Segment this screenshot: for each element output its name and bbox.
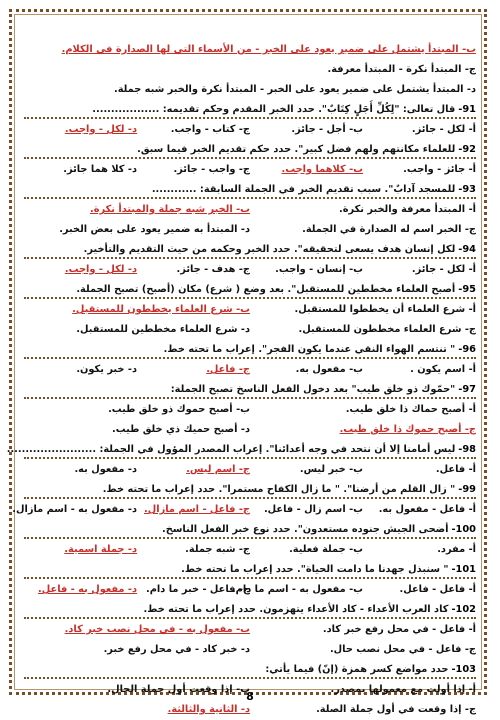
question-number: 100- [451,524,476,535]
answer-option: د- كلا هما جائز. [63,164,137,175]
question-text: قال تعالى: "لِكُلِّ أَجَلٍ كِتَابٌ". حدد الخبر المقدم وحكم تقديمه: .................. [92,104,456,115]
answer-option: ب- خبر ليس. [299,464,363,475]
answer-option: ب- مفعول به. [295,364,363,375]
answer-options-row [24,580,476,600]
answer-option: ج- واجب - جائز. [173,164,250,175]
answer-option: أ- شرع العلماء أن يخططوا للمستقبل. [294,304,476,315]
question-line [24,280,476,300]
question-number: 96- [458,344,476,355]
question-number: 103- [451,664,476,675]
question-number: 99- [458,484,476,495]
question-line [6,440,476,460]
question-number: 95- [458,284,476,295]
answer-option: ج- إذا وقعت في أول جملة الصلة. [316,704,476,715]
answer-options-row [24,700,476,720]
answer-options-row [24,300,476,320]
answer-option: أ- المبتدأ معرفة والخبر نكرة. [339,204,476,215]
answer-option: أ- فاعل - مفعول به. [378,504,476,515]
answer-option: أ- فاعل - في محل رفع خبر كاد. [322,624,476,635]
question-number: 94- [458,244,476,255]
question-number: 97- [458,384,476,395]
question-text: للعلماء مكانتهم ولهم فضل كبير". حدد حكم تقديم الخبر فيما سبق. [137,144,456,155]
answer-option: أ- مفرد. [437,544,476,555]
question-number: 92- [458,144,476,155]
answer-options-row [24,200,476,220]
answer-option: د- خبر كاد - في محل رفع خبر. [103,644,250,655]
answer-option: ج- أصبح حموك ذا خلق طيب. [339,424,476,435]
answer-option: ب- إذا وقعت أول جملة الحال. [107,684,250,695]
answer-option: ج- شرع العلماء مخططون للمستقبل. [298,324,476,335]
question-line [24,100,476,120]
answer-option: أ- إذا أولت مع معمولها بمصدر. [330,684,476,695]
answer-options-row [24,540,476,560]
answer-option: د- جملة اسمية. [64,544,137,555]
answer-options-row [24,460,476,480]
answer-option: ب- جملة فعلية. [289,544,363,555]
answer-line: ب- المبتدأ يشتمل على ضمير يعود على الخبر - من الأسماء التي لها الصدارة في الكلام. [61,44,476,55]
answer-option: أ- فاعل - فاعل. [399,584,476,595]
answer-options-row [24,160,476,180]
question-line [24,600,476,620]
question-number: 91- [458,104,476,115]
answer-option: ب- كلاهما واجب. [281,164,363,175]
answer-line: د- المبتدأ يشتمل على ضمير يعود على الخبر - المبتدأ نكرة والخبر شبه جملة. [113,84,476,95]
answer-option: ب- اسم زال - فاعل. [263,504,363,515]
answer-option: د- أصبح حميك ذي خلق طيب. [112,424,250,435]
answer-option: ب- أصبح حموك ذو خلق طيب. [108,404,250,415]
answer-option: ج- فاعل. [206,364,250,375]
question-text: لكل إنسان هدف يسعى لتحقيقه". حدد الخبر وحكمه من حيث التقديم والتأخير. [83,244,456,255]
question-text: ليس أمامنا إلا أن نتحد في وجه أعدائنا". إعراب المصدر المؤول في الجملة: ........................ [6,444,456,455]
question-text: " سنبذل جهدنا ما دامت الحياة". حدد إعراب ما تحته خط. [181,564,449,575]
answer-options-row [24,260,476,280]
question-line [24,140,476,160]
page-number: 8 [246,690,254,703]
answer-option: أ- أصبح حماك ذا خلق طيب. [345,404,476,415]
answer-options-row [24,320,476,340]
answer-options-row [24,220,476,240]
answer-option: د- شرع العلماء مخططين للمستقبل. [76,324,250,335]
answer-line: ج- المبتدأ نكرة - المبتدأ معرفة. [327,64,476,75]
question-list [6,40,476,720]
answer-options-row [12,500,476,520]
answer-option: أ- فاعل. [435,464,476,475]
question-number: 101- [451,564,476,575]
answer-options-row [24,420,476,440]
question-line [24,180,476,200]
answer-option: ج- هدف - جائز. [176,264,250,275]
question-text: للمسجد آدابٌ". سبب تقديم الخبر في الجملة السابقة: ............ [151,184,456,195]
answer-option: ج- اسم ليس. [186,464,250,475]
answer-options-row [24,400,476,420]
answer-option: د- مفعول به - اسم مازال. [12,504,137,515]
question-number: 102- [451,604,476,615]
question-number: 93- [458,184,476,195]
answer-option: د- لكل - واجب. [64,124,137,135]
answer-options-row [24,360,476,380]
question-text: أصبح العلماء مخططين للمستقبل". بعد وضع ( شرع) مكان (أصبح) تصبح الجملة. [76,284,456,295]
question-number: 98- [458,444,476,455]
answer-option: د- مفعول به - فاعل. [38,584,137,595]
question-text: " زال القلم من أرضنا". " ما زال الكفاح مستمرا". حدد إعراب ما تحته خط. [102,484,456,495]
answer-option: أ- لكل - جائز. [411,264,476,275]
question-text: "حمّوك ذو خلق طيب" بعد دخول الفعل الناسخ تصبح الجملة: [170,384,456,395]
question-line [24,520,476,540]
answer-option: أ- لكل - جائز. [411,124,476,135]
question-line [24,660,476,680]
question-line [24,560,476,580]
answer-option: د- لكل - واجب. [64,264,137,275]
answer-option: ب- مفعول به - اسم ما دام. [231,584,363,595]
answer-option: د- الثانية والثالثة. [167,704,250,715]
question-text: أضحى الجيش جنوده مستعدون". حدد نوع خبر الفعل الناسخ. [162,524,449,535]
question-text: حدد مواضع كسر همزة (إنّ) فيما يأتي: [265,664,449,675]
answer-option: ب- أجل - جائز. [291,124,363,135]
answer-options-row [24,640,476,660]
answer-option: ب- الخبر شبه جملة والمبتدأ نكرة. [90,204,250,215]
answer-option: د- خبر يكون. [76,364,137,375]
answer-option: ب- شرع العلماء يخططون للمستقبل. [72,304,250,315]
answer-option: د- مفعول به. [74,464,137,475]
answer-option: ب- مفعول به - في محل نصب خبر كاد. [64,624,250,635]
answer-option: ج- كتاب - واجب. [170,124,250,135]
answer-option: ج- شبه جملة. [185,544,250,555]
question-line [24,480,476,500]
answer-option: ج- فاعل - خبر ما دام. [146,584,250,595]
answer-options-row [24,120,476,140]
question-text: كاد العرب الأعداء - كاد الأعداء يتهزمون. حدد إعراب ما تحته خط. [143,604,449,615]
answer-option: ج- فاعل - في محل نصب حال. [329,644,476,655]
answer-option: ب- إنسان - واجب. [275,264,363,275]
answer-option: أ- اسم يكون . [410,364,476,375]
question-line [24,380,476,400]
question-line [24,340,476,360]
question-text: " تنتسم الهواء النقي عندما يكون الفجر". إعراب ما تحته خط. [163,344,456,355]
answer-option: د- المبتدأ به ضمير يعود على بعض الخبر. [59,224,250,235]
answer-options-row [24,620,476,640]
answer-option: ج- فاعل - اسم مازال. [143,504,250,515]
answer-option: أ- جائز - واجب. [403,164,476,175]
question-line [24,240,476,260]
answer-option: ج- الخبر اسم له الصدارة في الجملة. [302,224,476,235]
